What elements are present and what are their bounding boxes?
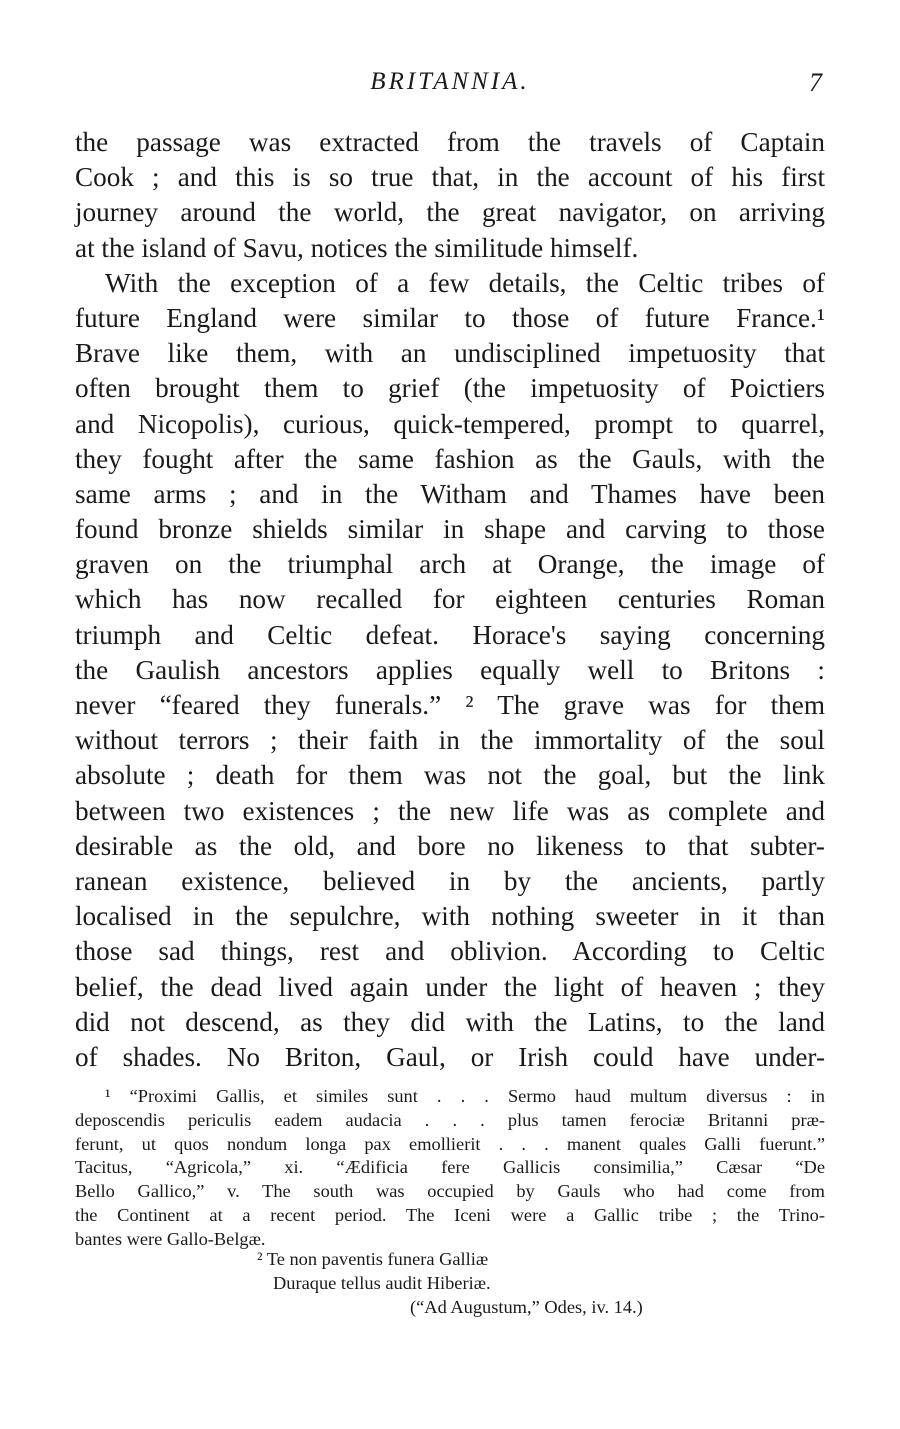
- body-line: of shades. No Briton, Gaul, or Irish could have under-: [75, 1041, 825, 1072]
- body-line: graven on the triumphal arch at Orange, the image of: [75, 549, 825, 580]
- footnote-line: the Continent at a recent period. The Iceni were a Gallic tribe ; the Trino-: [75, 1204, 825, 1225]
- body-line: belief, the dead lived again under the light of heaven ; they: [75, 971, 825, 1002]
- body-line: same arms ; and in the Witham and Thames have been: [75, 478, 825, 509]
- verse-line: Duraque tellus audit Hiberiæ.: [273, 1273, 491, 1293]
- body-line: absolute ; death for them was not the goal, but the link: [75, 760, 825, 791]
- body-line: they fought after the same fashion as the Gauls, with the: [75, 443, 825, 474]
- body-line: often brought them to grief (the impetuosity of Poictiers: [75, 373, 825, 404]
- running-title: BRITANNIA.: [370, 68, 530, 95]
- verse-citation: (“Ad Augustum,” Odes, iv. 14.): [410, 1297, 643, 1317]
- body-line: the Gaulish ancestors applies equally well to Britons :: [75, 654, 825, 685]
- body-line: found bronze shields similar in shape and carving to those: [75, 514, 825, 545]
- footnote-line: Bello Gallico,” v. The south was occupied by Gauls who had come from: [75, 1181, 825, 1202]
- verse-line: ² Te non paventis funera Galliæ: [257, 1249, 489, 1269]
- body-line: the passage was extracted from the travels of Captain: [75, 127, 825, 157]
- body-line: Cook ; and this is so true that, in the account of his first: [75, 162, 825, 193]
- body-line: localised in the sepulchre, with nothing sweeter in it than: [75, 901, 825, 932]
- body-line: those sad things, rest and oblivion. According to Celtic: [75, 936, 825, 967]
- body-line: Brave like them, with an undisciplined impetuosity that: [75, 338, 825, 369]
- body-line: triumph and Celtic defeat. Horace's saying concerning: [75, 619, 825, 650]
- footnotes: [75, 1085, 825, 1252]
- body-line: desirable as the old, and bore no likeness to that subter-: [75, 830, 825, 861]
- verse-quotation: [257, 1247, 643, 1319]
- body-line: ranean existence, believed in by the ancients, partly: [75, 865, 825, 896]
- page-number: 7: [809, 68, 822, 97]
- body-line: which has now recalled for eighteen centuries Roman: [75, 584, 825, 615]
- footnote-line: deposcendis periculis eadem audacia . . . plus tamen ferociæ Britanni præ-: [75, 1109, 825, 1130]
- footnote-line: ferunt, ut quos nondum longa pax emollierit . . . manent quales Galli fuerunt.”: [75, 1133, 825, 1154]
- running-head: [0, 66, 900, 106]
- body-line: never “feared they funerals.” ² The grave was for them: [75, 690, 825, 720]
- body-line: did not descend, as they did with the Latins, to the land: [75, 1006, 825, 1037]
- body-line: future England were similar to those of future France.¹: [75, 302, 825, 333]
- body-line: journey around the world, the great navigator, on arriving: [75, 197, 825, 228]
- body-line: and Nicopolis), curious, quick-tempered, prompt to quarrel,: [75, 408, 825, 439]
- body-line: at the island of Savu, notices the similitude himself.: [75, 232, 639, 263]
- footnote-line: Tacitus, “Agricola,” xi. “Ædificia fere Gallicis consimilia,” Cæsar “De: [75, 1157, 825, 1178]
- body-line: without terrors ; their faith in the immortality of the soul: [75, 725, 825, 756]
- body-line: With the exception of a few details, the Celtic tribes of: [105, 267, 825, 298]
- body-line: between two existences ; the new life was as complete and: [75, 795, 825, 826]
- footnote-line: ¹ “Proximi Gallis, et similes sunt . . . Sermo haud multum diversus : in: [105, 1086, 825, 1106]
- body-text: [75, 125, 825, 1075]
- footnote-line: bantes were Gallo-Belgæ.: [75, 1228, 266, 1249]
